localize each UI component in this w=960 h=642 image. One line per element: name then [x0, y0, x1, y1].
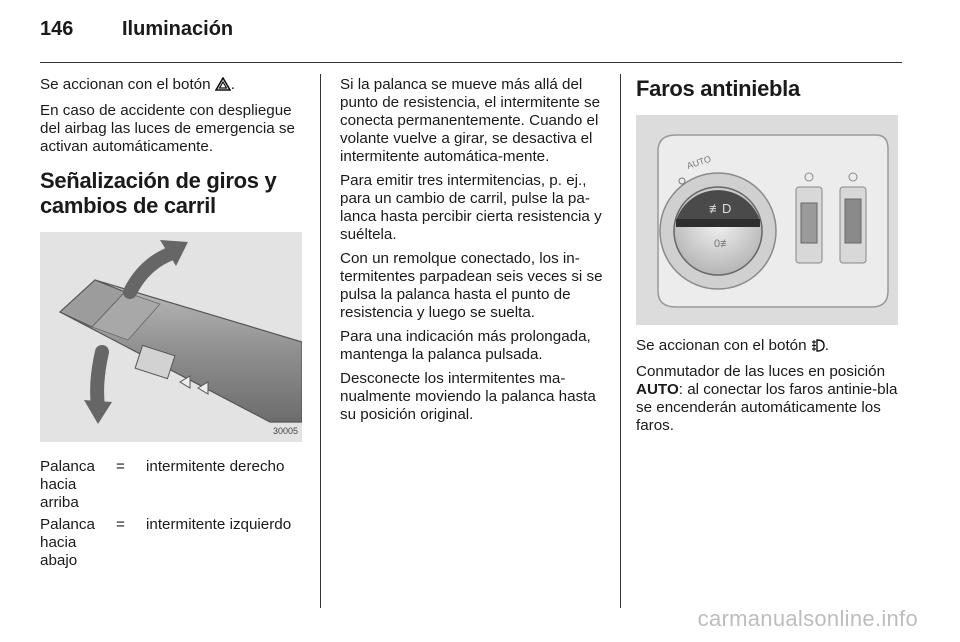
fog-lights-heading: Faros antiniebla	[636, 76, 800, 101]
turn-signal-heading: Señalización de giros y cambios de carril	[40, 168, 277, 218]
legend-value: intermitente izquierdo	[146, 516, 292, 533]
legend-equals: =	[116, 516, 125, 533]
header-divider	[40, 62, 902, 63]
section-title: Iluminación	[122, 18, 234, 40]
paragraph: Para una indicación más prolongada, mantenga la palanca pulsada.	[340, 328, 591, 363]
fog-light-icon	[811, 339, 825, 357]
legend-key: Palanca hacia arriba	[40, 458, 95, 511]
fog-button-paragraph: Se accionan con el botón .	[636, 337, 902, 357]
column-3	[636, 76, 902, 441]
fog-light-switch-illustration	[636, 115, 898, 325]
hazard-paragraph: Se accionan con el botón .	[40, 76, 306, 96]
legend-value: intermitente derecho	[146, 458, 285, 475]
column-divider-1	[320, 74, 321, 608]
legend-row	[40, 516, 306, 570]
fog-light-switch-figure	[636, 115, 898, 325]
paragraph: Si la palanca se mueve más allá del punto de resistencia, el intermitente se conecta permanentemente. Cuando el volante vuelve a girar, se desactiva el intermitente automática-mente.	[340, 76, 601, 165]
legend-key: Palanca hacia abajo	[40, 516, 95, 569]
column-divider-2	[620, 74, 621, 608]
legend-equals: =	[116, 458, 125, 475]
paragraph: Para emitir tres intermitencias, p. ej., para un cambio de carril, pulse la pa-lanca hasta percibir cierta resistencia y suéltela.	[340, 172, 602, 243]
paragraph: Desconecte los intermitentes ma-nualmente moviendo la palanca hasta su posición original.	[340, 370, 596, 423]
column-2	[340, 76, 606, 430]
page-number: 146	[40, 18, 74, 40]
legend-row	[40, 458, 306, 512]
auto-paragraph: Conmutador de las luces en posición AUTO: al conectar los faros antinie-bla se encenderán automáticamente los faros.	[636, 363, 898, 434]
airbag-paragraph: En caso de accidente con despliegue del airbag las luces de emergencia se activan automáticamente.	[40, 102, 295, 155]
turn-signal-lever-figure	[40, 232, 302, 442]
column-1	[40, 76, 306, 574]
hazard-triangle-icon	[215, 77, 231, 96]
figure-code: 30005	[272, 426, 298, 436]
dial-auto-label: AUTO	[685, 153, 713, 171]
paragraph: Con un remolque conectado, los in-termitentes parpadean seis veces si se pulsa la palanca hasta el punto de resistencia y luego se suelta.	[340, 250, 603, 321]
turn-signal-lever-illustration	[40, 232, 302, 442]
auto-label: AUTO	[636, 381, 679, 398]
lever-legend	[40, 458, 306, 570]
svg-text:≢D: ≢D	[709, 201, 732, 216]
watermark: carmanualsonline.info	[697, 606, 918, 631]
svg-text:0≢: 0≢	[714, 238, 732, 250]
